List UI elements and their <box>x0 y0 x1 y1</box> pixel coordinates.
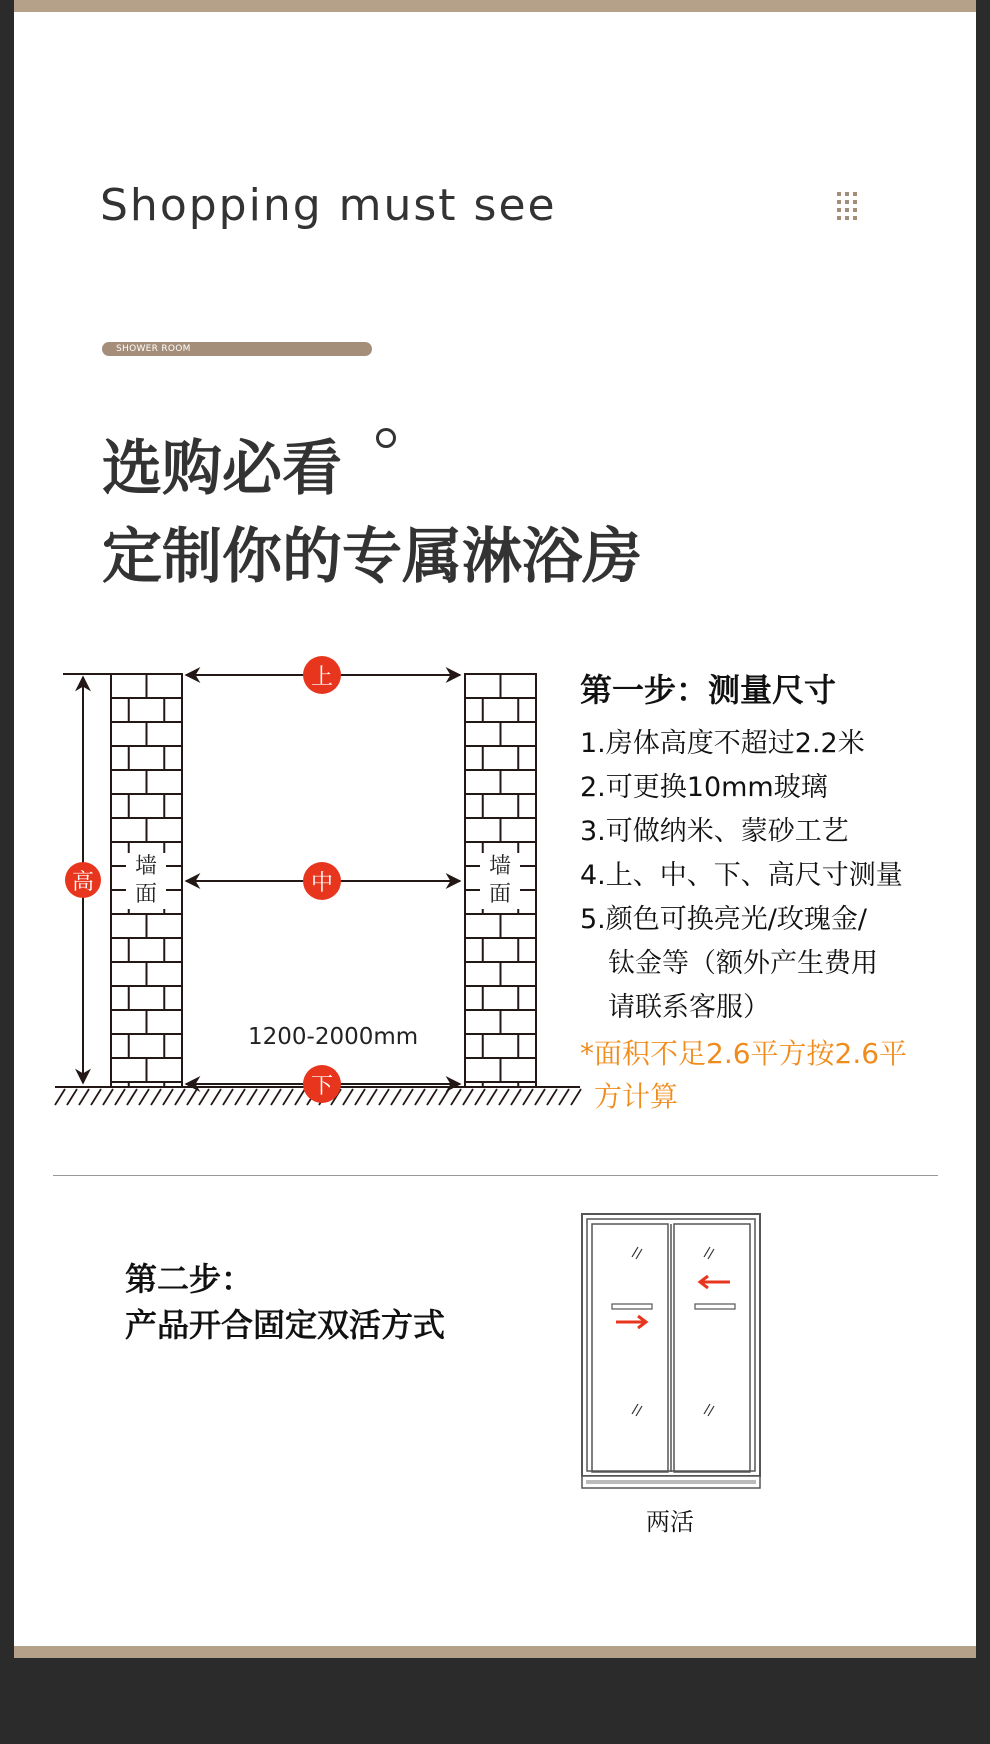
marker-top <box>303 656 341 694</box>
grid-dots-icon <box>835 190 861 230</box>
section-divider <box>53 1175 938 1176</box>
step1-item: 1.房体高度不超过2.2米 <box>580 728 865 759</box>
width-range: 1200-2000mm <box>248 1024 419 1050</box>
step1-list <box>580 722 903 1030</box>
step1-item: 5.颜色可换亮光/玫瑰金/ <box>580 904 867 935</box>
marker-height-label: 高 <box>71 870 95 895</box>
category-badge: SHOWER ROOM <box>102 342 372 356</box>
step1-item: 4.上、中、下、高尺寸测量 <box>580 860 903 891</box>
right-wall-label: 墙 面 <box>480 853 520 909</box>
title-line1: 选购必看 <box>102 434 342 504</box>
step1-item: 2.可更换10mm玻璃 <box>580 772 828 803</box>
marker-middle-label: 中 <box>310 871 334 896</box>
degree-circle-icon <box>376 428 396 448</box>
page-title <box>102 425 642 601</box>
area-note: *面积不足2.6平方按2.6平 方计算 <box>580 1037 908 1113</box>
slide-left-arrow-icon <box>700 1276 730 1288</box>
marker-bottom <box>303 1065 341 1103</box>
left-wall-label: 墙 面 <box>126 853 166 909</box>
step1-item: 请联系客服） <box>608 992 770 1023</box>
title-line2: 定制你的专属淋浴房 <box>102 522 642 592</box>
double-sliding-door-illustration <box>580 1212 765 1492</box>
step2-title: 第二步： 产品开合固定双活方式 <box>125 1260 446 1344</box>
step1-title: 第一步：测量尺寸 <box>580 671 837 709</box>
glass-reflection-marks <box>632 1247 714 1416</box>
marker-bottom-label: 下 <box>310 1074 334 1099</box>
right-door-handle <box>695 1304 735 1309</box>
door-base-rail <box>582 1476 760 1488</box>
step1-item: 钛金等（额外产生费用 <box>608 948 878 979</box>
marker-middle <box>303 862 341 900</box>
marker-height <box>65 862 101 898</box>
headline: Shopping must see <box>100 180 557 231</box>
slide-right-arrow-icon <box>616 1316 646 1328</box>
door-type-label: 两活 <box>646 1508 694 1536</box>
left-door-handle <box>612 1304 652 1309</box>
step1-item: 3.可做纳米、蒙砂工艺 <box>580 816 849 847</box>
marker-top-label: 上 <box>310 665 334 690</box>
